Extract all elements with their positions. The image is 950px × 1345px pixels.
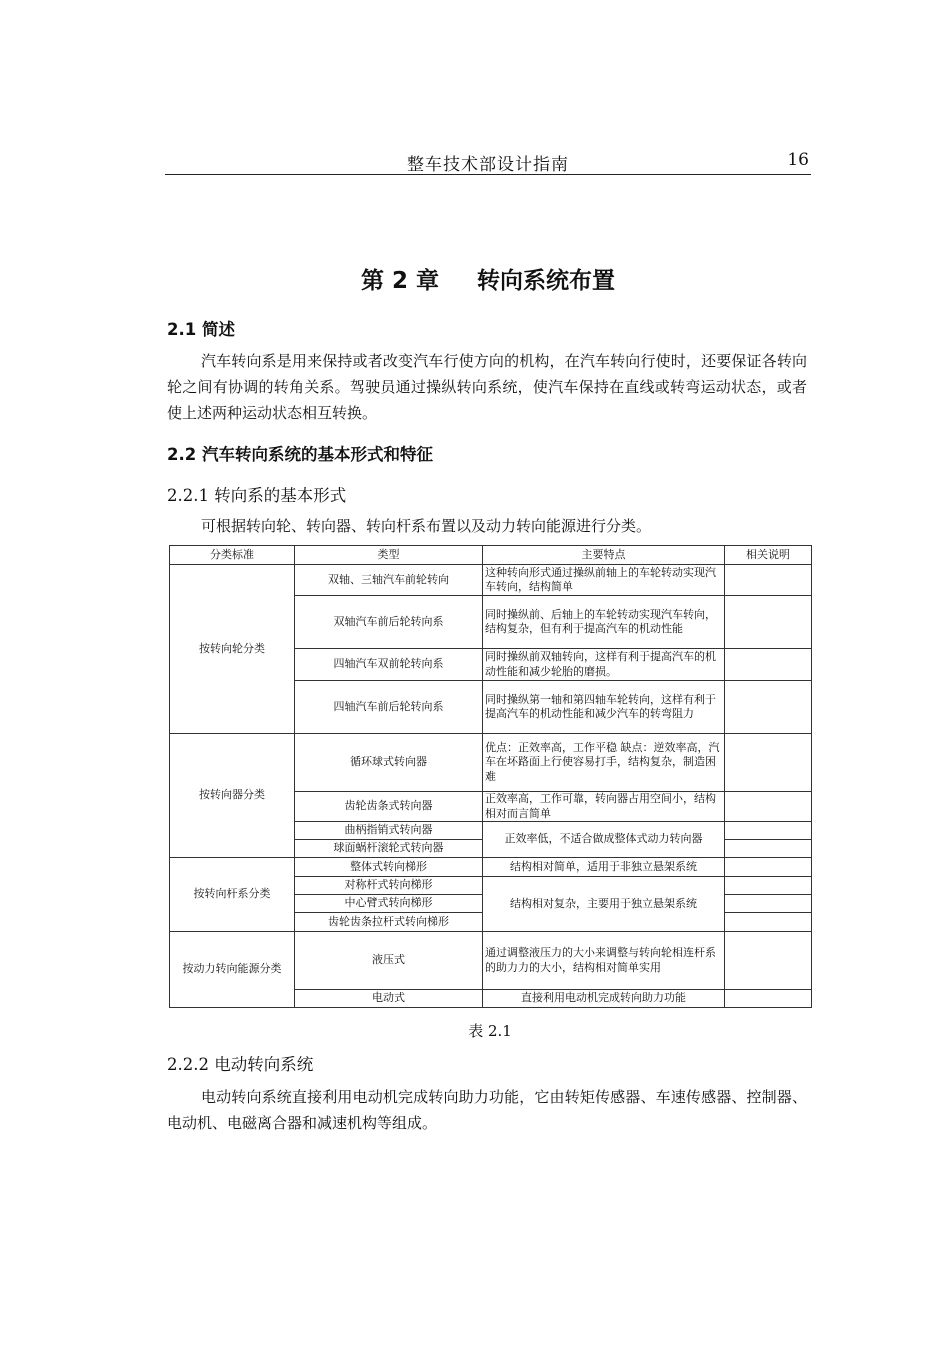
note-cell [725,734,812,792]
page-number: 16 [787,150,809,170]
header-type: 类型 [295,546,483,565]
note-cell [725,840,812,858]
note-cell [725,822,812,840]
type-cell: 液压式 [295,932,483,990]
section-heading-2-1: 2.1 简述 [167,320,235,339]
type-cell: 球面蜗杆滚轮式转向器 [295,840,483,858]
section-heading-2-2: 2.2 汽车转向系统的基本形式和特征 [167,445,433,464]
header-title: 整车技术部设计指南 [407,155,569,175]
feature-cell: 正效率高，工作可靠，转向器占用空间小，结构相对而言简单 [483,792,725,822]
section-heading-2-2-2: 2.2.2 电动转向系统 [167,1055,314,1074]
note-cell [725,565,812,596]
section-heading-2-2-1: 2.2.1 转向系的基本形式 [167,486,347,505]
table-row [170,932,812,990]
note-cell [725,858,812,877]
type-cell: 双轴汽车前后轮转向系 [295,596,483,649]
header-feature: 主要特点 [483,546,725,565]
type-cell: 四轴汽车双前轮转向系 [295,649,483,681]
note-cell [725,913,812,932]
steering-classification-table [169,545,812,1008]
category-cell: 按动力转向能源分类 [170,932,295,1008]
section-2-1-paragraph: 汽车转向系是用来保持或者改变汽车行使方向的机构，在汽车转向行使时，还要保证各转向轮之间有协调的转角关系。驾驶员通过操纵转向系统，使汽车保持在直线或转弯运动状态，或者使上述两种运动状态相互转换。 [167,352,807,422]
header-note: 相关说明 [725,546,812,565]
type-cell: 齿轮齿条拉杆式转向梯形 [295,913,483,932]
feature-cell: 直接利用电动机完成转向助力功能 [483,990,725,1008]
type-cell: 循环球式转向器 [295,734,483,792]
feature-cell: 正效率低，不适合做成整体式动力转向器 [483,822,725,858]
type-cell: 中心臂式转向梯形 [295,895,483,913]
type-cell: 齿轮齿条式转向器 [295,792,483,822]
note-cell [725,681,812,734]
note-cell [725,649,812,681]
section-2-2-2-paragraph: 电动转向系统直接利用电动机完成转向助力功能，它由转矩传感器、车速传感器、控制器、电动机、电磁离合器和减速机构等组成。 [167,1088,807,1132]
table-row [170,734,812,792]
type-cell: 曲柄指销式转向器 [295,822,483,840]
page-header [165,150,811,175]
feature-cell: 结构相对复杂，主要用于独立悬架系统 [483,877,725,932]
table-caption: 表 2.1 [468,1022,512,1040]
note-cell [725,932,812,990]
feature-cell: 这种转向形式通过操纵前轴上的车轮转动实现汽车转向，结构简单 [483,565,725,596]
type-cell: 双轴、三轴汽车前轮转向 [295,565,483,596]
type-cell: 整体式转向梯形 [295,858,483,877]
feature-cell: 通过调整液压力的大小来调整与转向轮相连杆系的助力力的大小，结构相对简单实用 [483,932,725,990]
note-cell [725,596,812,649]
table-row [170,858,812,877]
table-header-row [170,546,812,565]
type-cell: 对称杆式转向梯形 [295,877,483,895]
note-cell [725,877,812,895]
category-cell: 按转向器分类 [170,734,295,858]
note-cell [725,990,812,1008]
chapter-title [165,262,811,295]
feature-cell: 同时操纵前双轴转向，这样有利于提高汽车的机动性能和减少轮胎的磨损。 [483,649,725,681]
classification-table-wrapper [169,545,811,1008]
header-category: 分类标准 [170,546,295,565]
chapter-name: 转向系统布置 [477,268,616,294]
note-cell [725,792,812,822]
note-cell [725,895,812,913]
type-cell: 四轴汽车前后轮转向系 [295,681,483,734]
chapter-number: 第 2 章 [360,268,440,294]
type-cell: 电动式 [295,990,483,1008]
category-cell: 按转向轮分类 [170,565,295,734]
feature-cell: 结构相对简单，适用于非独立悬架系统 [483,858,725,877]
category-cell: 按转向杆系分类 [170,858,295,932]
feature-cell: 优点：正效率高，工作平稳 缺点：逆效率高，汽车在坏路面上行使容易打手，结构复杂，制造困难 [483,734,725,792]
feature-cell: 同时操纵第一轴和第四轴车轮转向，这样有利于提高汽车的机动性能和减少汽车的转弯阻力 [483,681,725,734]
feature-cell: 同时操纵前、后轴上的车轮转动实现汽车转向，结构复杂，但有利于提高汽车的机动性能 [483,596,725,649]
table-row [170,565,812,596]
section-2-2-1-paragraph: 可根据转向轮、转向器、转向杆系布置以及动力转向能源进行分类。 [201,517,652,535]
